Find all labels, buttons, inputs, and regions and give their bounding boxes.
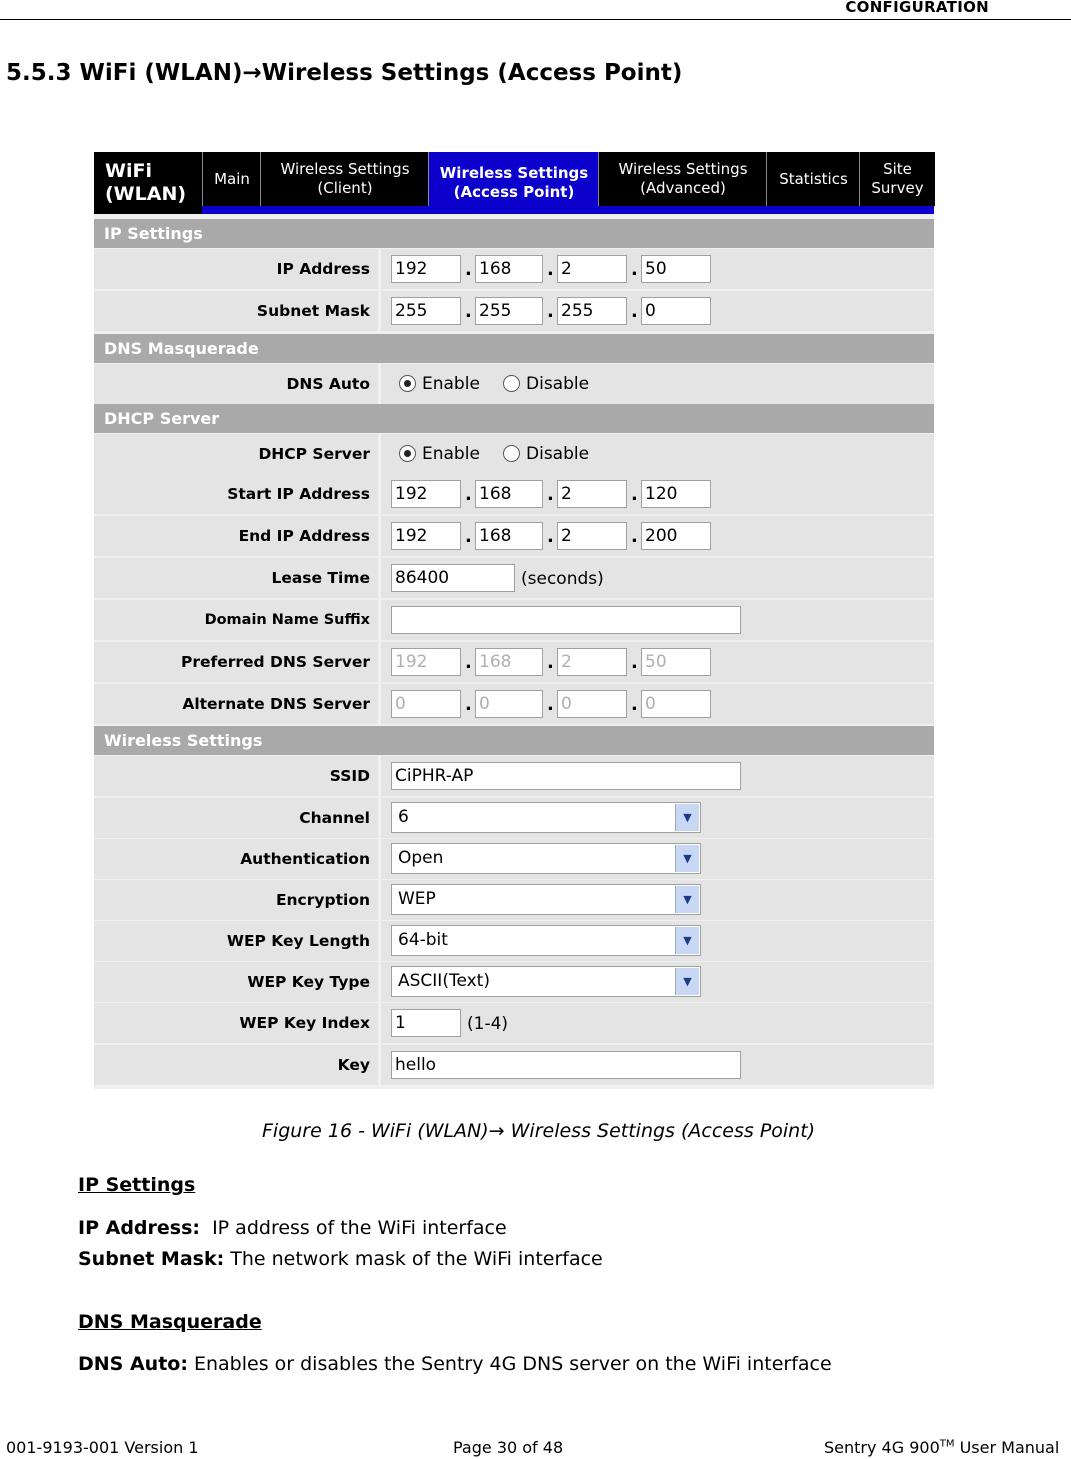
ip-dot: . <box>547 484 554 505</box>
dhcp-server-label: DHCP Server <box>94 434 378 474</box>
figure-caption: Figure 16 - WiFi (WLAN)→ Wireless Settings (Access Point) <box>262 1120 816 1142</box>
start-ip-label: Start IP Address <box>94 474 378 514</box>
domain-suffix-input[interactable] <box>391 606 741 634</box>
dhcp-disable-radio[interactable] <box>503 445 520 462</box>
dhcp-server-value-cell <box>381 434 934 474</box>
tab-label: Site <box>883 160 912 178</box>
running-header <box>0 0 1071 20</box>
dns-auto-label: DNS Auto <box>94 364 378 404</box>
wep-key-index-range: (1-4) <box>467 1014 509 1034</box>
tab-label: Wireless Settings <box>618 160 748 178</box>
ip-dot: . <box>631 694 638 715</box>
tab-wireless-ap[interactable] <box>428 152 599 214</box>
wep-key-length-label: WEP Key Length <box>94 921 378 961</box>
row-alternate-dns <box>94 684 934 725</box>
brand-label <box>94 152 202 214</box>
row-wep-key-type <box>94 962 934 1003</box>
chevron-down-icon[interactable]: ▼ <box>675 804 699 831</box>
running-title: CONFIGURATION <box>845 0 989 16</box>
brand-line-1: WiFi <box>105 160 152 182</box>
subnet-mask-value-cell <box>381 291 934 331</box>
row-dns-auto <box>94 364 934 405</box>
key-value-cell <box>381 1045 934 1085</box>
subnet-term: Subnet Mask: <box>78 1248 225 1270</box>
chevron-down-icon[interactable]: ▼ <box>675 886 699 913</box>
radio-label-disable: Disable <box>526 374 590 394</box>
section-dns-masquerade: DNS Masquerade <box>94 334 934 363</box>
subnet-mask-label: Subnet Mask <box>94 291 378 331</box>
ip-settings-heading: IP Settings <box>78 1174 196 1196</box>
channel-select[interactable] <box>391 802 701 833</box>
key-input[interactable]: hello <box>391 1051 741 1079</box>
ip-address-value-cell <box>381 249 934 289</box>
alternate-dns-label: Alternate DNS Server <box>94 684 378 724</box>
ip-dot: . <box>631 259 638 280</box>
alternate-dns-value-cell <box>381 684 934 724</box>
ip-dot: . <box>547 652 554 673</box>
radio-label-enable: Enable <box>422 374 480 394</box>
ssid-label: SSID <box>94 756 378 796</box>
brand-line-2: (WLAN) <box>105 183 187 205</box>
encryption-selected: WEP <box>398 889 436 909</box>
start-ip-value-cell <box>381 474 934 514</box>
alt-dns-octet-1[interactable]: 0 <box>391 690 461 718</box>
mask-octet-3[interactable]: 255 <box>557 297 627 325</box>
start-ip-octet-4[interactable]: 120 <box>641 480 711 508</box>
channel-label: Channel <box>94 798 378 838</box>
footer-tm: TM <box>939 1438 955 1450</box>
tab-label: Wireless Settings <box>280 160 410 178</box>
ip-dot: . <box>465 652 472 673</box>
row-end-ip <box>94 516 934 557</box>
row-dhcp-server <box>94 434 934 475</box>
tab-main[interactable] <box>202 152 261 206</box>
section-wireless-settings: Wireless Settings <box>94 726 934 755</box>
row-encryption <box>94 880 934 921</box>
alt-dns-octet-4[interactable]: 0 <box>641 690 711 718</box>
end-ip-value-cell <box>381 516 934 556</box>
radio-label-enable: Enable <box>422 444 480 464</box>
start-ip-octet-3[interactable]: 2 <box>557 480 627 508</box>
ip-dot: . <box>465 259 472 280</box>
footer-product-name: Sentry 4G 900 <box>824 1438 940 1457</box>
ssid-input[interactable]: CiPHR-AP <box>391 762 741 790</box>
end-ip-octet-2[interactable]: 168 <box>475 522 543 550</box>
tab-label: Wireless Settings <box>439 164 589 182</box>
dns-auto-desc-line <box>78 1353 832 1375</box>
dns-masquerade-heading: DNS Masquerade <box>78 1311 262 1333</box>
dns-auto-enable-radio[interactable] <box>399 375 416 392</box>
tab-label: Main <box>214 169 250 188</box>
section-heading <box>6 60 682 86</box>
row-ssid <box>94 756 934 797</box>
tab-label: (Advanced) <box>640 179 726 197</box>
wep-key-type-value-cell <box>381 962 934 1002</box>
lease-time-input[interactable]: 86400 <box>391 564 515 592</box>
dns-auto-value-cell <box>381 364 934 404</box>
ip-dot: . <box>465 301 472 322</box>
alt-dns-octet-3[interactable]: 0 <box>557 690 627 718</box>
start-ip-octet-2[interactable]: 168 <box>475 480 543 508</box>
ip-octet-1[interactable]: 192 <box>391 255 461 283</box>
row-authentication <box>94 839 934 880</box>
ip-dot: . <box>547 259 554 280</box>
tab-wireless-client[interactable] <box>260 152 429 206</box>
tab-wireless-advanced[interactable] <box>598 152 767 206</box>
subnet-desc: The network mask of the WiFi interface <box>224 1248 603 1270</box>
mask-octet-1[interactable]: 255 <box>391 297 461 325</box>
pref-dns-octet-2[interactable]: 168 <box>475 648 543 676</box>
wep-key-length-select[interactable] <box>391 925 701 956</box>
ip-dot: . <box>631 301 638 322</box>
subnet-desc-line <box>78 1248 603 1270</box>
end-ip-octet-1[interactable]: 192 <box>391 522 461 550</box>
wep-key-length-value-cell <box>381 921 934 961</box>
mask-octet-2[interactable]: 255 <box>475 297 543 325</box>
tab-statistics[interactable] <box>766 152 860 206</box>
section-ip-settings: IP Settings <box>94 219 934 248</box>
channel-value-cell <box>381 798 934 838</box>
ip-dot: . <box>631 526 638 547</box>
encryption-select[interactable] <box>391 884 701 915</box>
dns-auto-term: DNS Auto: <box>78 1353 188 1375</box>
row-lease-time <box>94 558 934 599</box>
lease-time-label: Lease Time <box>94 558 378 598</box>
dns-auto-desc: Enables or disables the Sentry 4G DNS server on the WiFi interface <box>187 1353 832 1375</box>
row-subnet-mask <box>94 291 934 332</box>
chevron-down-icon[interactable]: ▼ <box>675 927 699 954</box>
screenshot-wifi-ap-settings <box>94 152 934 1089</box>
end-ip-octet-4[interactable]: 200 <box>641 522 711 550</box>
tab-underline <box>202 206 934 214</box>
ssid-value-cell <box>381 756 934 796</box>
wep-key-index-value-cell <box>381 1003 934 1043</box>
end-ip-label: End IP Address <box>94 516 378 556</box>
section-number: 5.5.3 <box>6 60 72 86</box>
alt-dns-octet-2[interactable]: 0 <box>475 690 543 718</box>
dhcp-enable-radio[interactable] <box>399 445 416 462</box>
authentication-select[interactable] <box>391 843 701 874</box>
footer-page-number: Page 30 of 48 <box>453 1438 564 1457</box>
row-channel <box>94 798 934 839</box>
ip-dot: . <box>631 484 638 505</box>
ip-dot: . <box>547 526 554 547</box>
row-domain-suffix <box>94 600 934 641</box>
channel-selected: 6 <box>398 807 409 827</box>
wep-key-index-label: WEP Key Index <box>94 1003 378 1043</box>
tab-label: Survey <box>871 179 924 197</box>
ip-address-term: IP Address: <box>78 1217 200 1239</box>
tab-bar <box>94 152 934 214</box>
ip-octet-4[interactable]: 50 <box>641 255 711 283</box>
wep-key-length-selected: 64-bit <box>398 930 448 950</box>
wep-key-type-selected: ASCII(Text) <box>398 971 490 991</box>
encryption-value-cell <box>381 880 934 920</box>
ip-dot: . <box>631 652 638 673</box>
chevron-down-icon[interactable]: ▼ <box>675 845 699 872</box>
end-ip-octet-3[interactable]: 2 <box>557 522 627 550</box>
ip-dot: . <box>547 301 554 322</box>
tab-label: (Access Point) <box>453 183 575 201</box>
row-ip-address <box>94 249 934 290</box>
preferred-dns-value-cell <box>381 642 934 682</box>
pref-dns-octet-3[interactable]: 2 <box>557 648 627 676</box>
tab-label: Statistics <box>779 169 848 188</box>
preferred-dns-label: Preferred DNS Server <box>94 642 378 682</box>
footer-product <box>824 1438 1059 1457</box>
mask-octet-4[interactable]: 0 <box>641 297 711 325</box>
domain-suffix-label: Domain Name Suffix <box>94 600 378 640</box>
tab-site-survey[interactable] <box>859 152 935 206</box>
ip-octet-3[interactable]: 2 <box>557 255 627 283</box>
domain-suffix-value-cell <box>381 600 934 640</box>
row-key <box>94 1045 934 1086</box>
pref-dns-octet-4[interactable]: 50 <box>641 648 711 676</box>
wep-key-type-label: WEP Key Type <box>94 962 378 1002</box>
ip-dot: . <box>465 484 472 505</box>
footer-manual: User Manual <box>954 1438 1060 1457</box>
row-preferred-dns <box>94 642 934 683</box>
radio-label-disable: Disable <box>526 444 590 464</box>
ip-address-desc-line <box>78 1217 507 1239</box>
authentication-label: Authentication <box>94 839 378 879</box>
wep-key-type-select[interactable] <box>391 966 701 997</box>
footer-doc-id: 001-9193-001 Version 1 <box>6 1438 199 1457</box>
dns-auto-disable-radio[interactable] <box>503 375 520 392</box>
authentication-value-cell <box>381 839 934 879</box>
ip-dot: . <box>547 694 554 715</box>
row-start-ip <box>94 474 934 515</box>
section-dhcp-server: DHCP Server <box>94 404 934 433</box>
ip-address-desc: IP address of the WiFi interface <box>200 1217 507 1239</box>
row-wep-key-length <box>94 921 934 962</box>
chevron-down-icon[interactable]: ▼ <box>675 968 699 995</box>
start-ip-octet-1[interactable]: 192 <box>391 480 461 508</box>
section-title: WiFi (WLAN)→Wireless Settings (Access Point) <box>79 60 683 86</box>
ip-address-label: IP Address <box>94 249 378 289</box>
pref-dns-octet-1[interactable]: 192 <box>391 648 461 676</box>
lease-time-value-cell <box>381 558 934 598</box>
lease-time-unit: (seconds) <box>521 569 604 589</box>
authentication-selected: Open <box>398 848 444 868</box>
wep-key-index-input[interactable]: 1 <box>391 1009 461 1037</box>
key-label: Key <box>94 1045 378 1085</box>
encryption-label: Encryption <box>94 880 378 920</box>
row-wep-key-index <box>94 1003 934 1044</box>
tab-label: (Client) <box>317 179 373 197</box>
ip-octet-2[interactable]: 168 <box>475 255 543 283</box>
ip-dot: . <box>465 694 472 715</box>
ip-dot: . <box>465 526 472 547</box>
